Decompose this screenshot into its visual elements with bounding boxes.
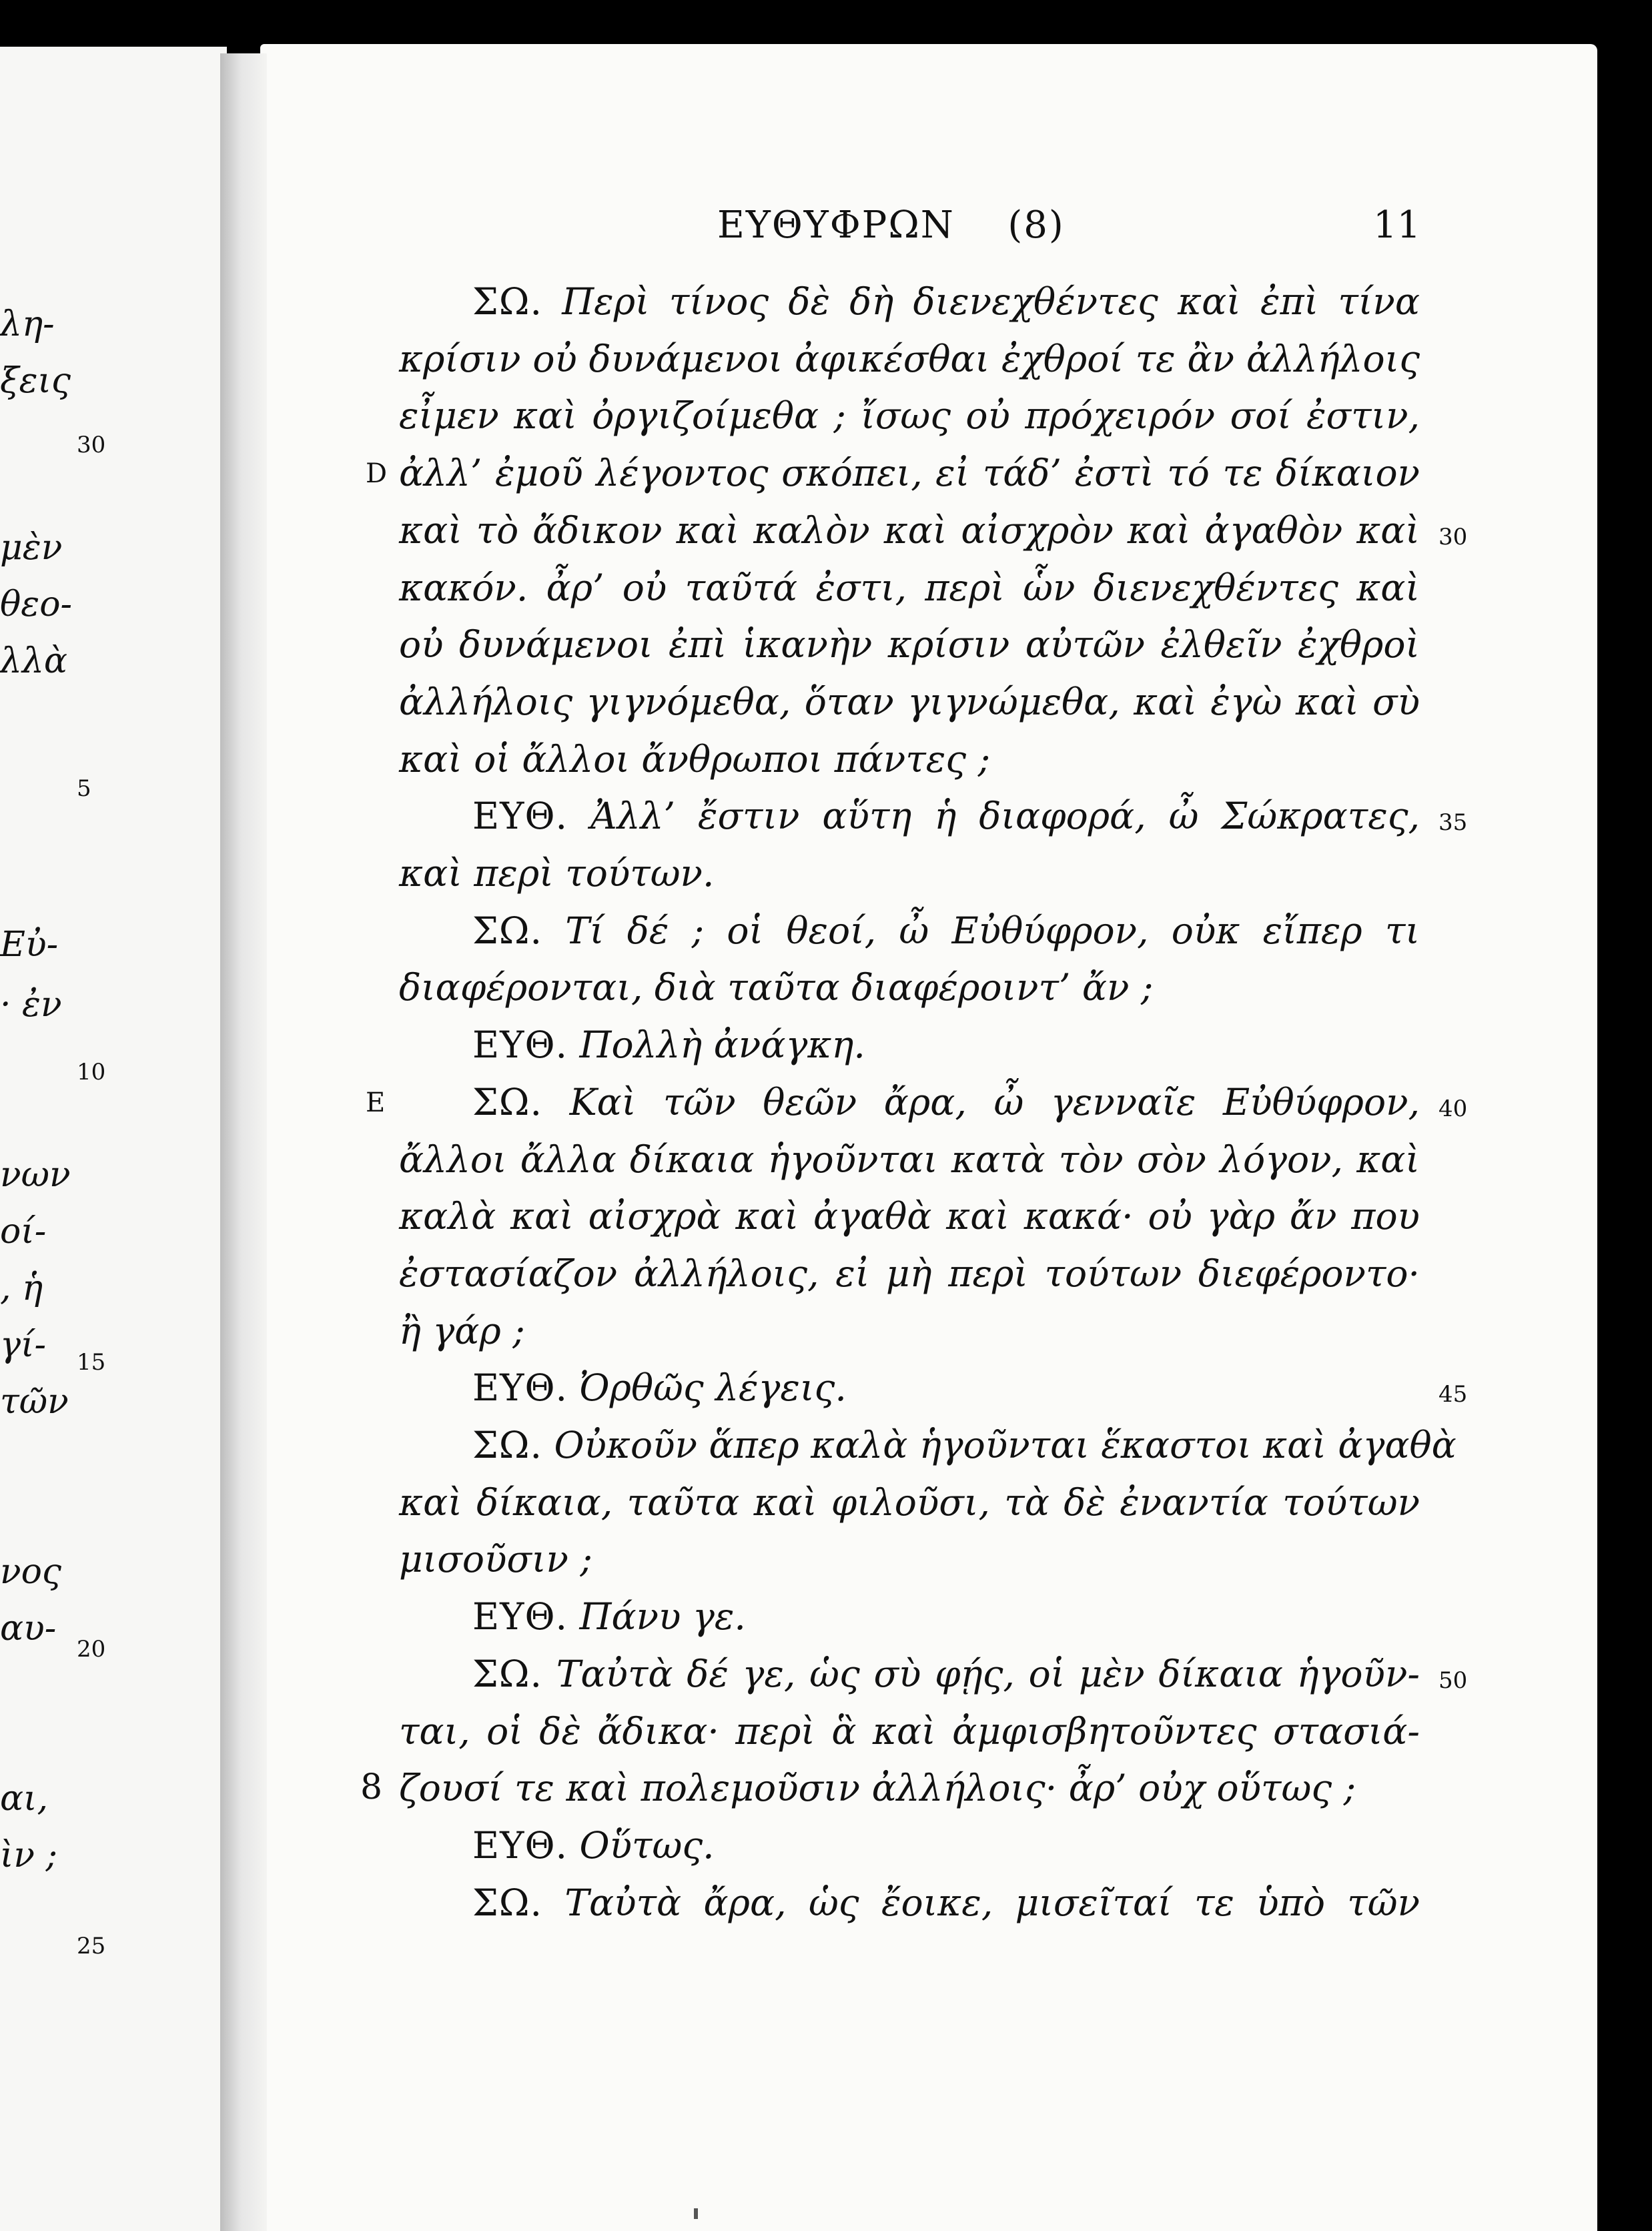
left-page-fragment: μὲν bbox=[0, 528, 63, 568]
line-text: Ὀρθῶς λέγεις. bbox=[579, 1366, 847, 1409]
speaker-label: ΕΥΘ. bbox=[472, 1824, 568, 1867]
left-page-line-number: 15 bbox=[77, 1349, 106, 1376]
speaker-label: ΣΩ. bbox=[472, 1081, 542, 1124]
line-text: διαφέρονται, διὰ ταῦτα διαφέροιντ’ ἄν ; bbox=[399, 966, 1154, 1009]
line-text: κρίσιν οὐ δυνάμενοι ἀφικέσθαι ἐχθροί τε ἂν ἀλλήλοις bbox=[399, 338, 1420, 380]
text-line bbox=[399, 909, 1420, 952]
line-number: 35 bbox=[1438, 809, 1468, 836]
line-number: 40 bbox=[1438, 1095, 1468, 1122]
text-line bbox=[399, 1824, 1420, 1867]
line-text: μισοῦσιν ; bbox=[399, 1538, 592, 1581]
speaker-label: ΕΥΘ. bbox=[472, 1366, 568, 1409]
left-page-fragment: νος bbox=[0, 1552, 62, 1592]
left-page-line-number: 5 bbox=[77, 775, 91, 802]
left-page-fragment: Εὐ- bbox=[0, 925, 59, 965]
text-line bbox=[399, 966, 1420, 1009]
text-line bbox=[399, 1366, 1420, 1409]
line-text: Περὶ τίνος δὲ δὴ διενεχθέντες καὶ ἐπὶ τίνα bbox=[562, 280, 1420, 323]
line-text: καὶ τὸ ἄδικον καὶ καλὸν καὶ αἰσχρὸν καὶ ἀγαθὸν καὶ bbox=[399, 509, 1420, 552]
page-number: 11 bbox=[1373, 203, 1421, 247]
speaker-label: ΣΩ. bbox=[472, 1881, 542, 1924]
line-text: Τί δέ ; οἱ θεοί, ὦ Εὐθύφρον, οὐκ εἴπερ τι bbox=[565, 909, 1420, 952]
line-number: 30 bbox=[1438, 524, 1468, 550]
stephanus-marker: 8 bbox=[360, 1767, 383, 1807]
line-text: Ἀλλ’ ἔστιν αὕτη ἡ διαφορά, ὦ Σώκρατες, bbox=[590, 795, 1420, 837]
line-text: Ταὐτὰ δέ γε, ὡς σὺ φῄς, οἱ μὲν δίκαια ἡγοῦν- bbox=[556, 1653, 1420, 1695]
left-page-fragment: · ἐν bbox=[0, 985, 62, 1025]
text-line bbox=[399, 1653, 1420, 1695]
left-page-line-number: 20 bbox=[77, 1636, 106, 1663]
left-page-line-number: 10 bbox=[77, 1059, 106, 1085]
speaker-label: ΣΩ. bbox=[472, 1653, 542, 1695]
text-line bbox=[399, 566, 1420, 609]
left-page-fragment: γί- bbox=[0, 1325, 47, 1365]
left-page-fragment: ξεις bbox=[0, 361, 71, 401]
line-text: εἶμεν καὶ ὀργιζοίμεθα ; ἴσως οὐ πρόχειρόν σοί ἐστιν, bbox=[399, 394, 1420, 437]
left-page-line-number: 30 bbox=[77, 432, 106, 458]
text-line bbox=[399, 852, 1420, 895]
left-page-fragment: , ἡ bbox=[0, 1268, 43, 1308]
line-text: Πάνυ γε. bbox=[579, 1595, 746, 1638]
left-page-line-number: 25 bbox=[77, 1933, 106, 1959]
speaker-label: ΣΩ. bbox=[472, 1424, 542, 1466]
text-line bbox=[399, 1424, 1457, 1466]
line-number: 45 bbox=[1438, 1381, 1468, 1408]
line-text: Καὶ τῶν θεῶν ἄρα, ὦ γενναῖε Εὐθύφρον, bbox=[569, 1081, 1420, 1124]
line-text: ζουσί τε καὶ πολεμοῦσιν ἀλλήλοις· ἆρ’ οὐχ οὕτως ; bbox=[399, 1767, 1356, 1809]
stephanus-marker: D bbox=[366, 458, 388, 489]
line-text: ἐστασίαζον ἀλλήλοις, εἰ μὴ περὶ τούτων διεφέροντο· bbox=[399, 1252, 1420, 1295]
text-line bbox=[399, 795, 1420, 837]
left-page-fragment: θεο- bbox=[0, 584, 73, 624]
text-line bbox=[399, 1195, 1420, 1238]
speaker-label: ΣΩ. bbox=[472, 280, 542, 323]
line-text: κακόν. ἆρ’ οὐ ταῦτά ἐστι, περὶ ὧν διενεχθέντες καὶ bbox=[399, 566, 1420, 609]
left-page-fragment: νων bbox=[0, 1155, 71, 1195]
left-page-fragment: αι, bbox=[0, 1779, 49, 1819]
header-section: (8) bbox=[1007, 203, 1065, 247]
left-page-fragment: λη- bbox=[0, 304, 55, 344]
text-line bbox=[399, 1252, 1420, 1295]
text-line bbox=[399, 1767, 1420, 1809]
book-gutter bbox=[220, 53, 267, 2231]
line-text: ἢ γάρ ; bbox=[399, 1310, 525, 1352]
line-text: Πολλὴ ἀνάγκη. bbox=[579, 1023, 865, 1066]
header-title: ΕΥΘΥΦΡΩΝ bbox=[717, 203, 955, 247]
line-text: Οὕτως. bbox=[579, 1824, 715, 1867]
text-line bbox=[399, 1023, 1420, 1066]
speaker-label: ΣΩ. bbox=[472, 909, 542, 952]
line-text: Οὐκοῦν ἅπερ καλὰ ἡγοῦνται ἕκαστοι καὶ ἀγαθὰ bbox=[554, 1424, 1457, 1466]
line-text: Ταὐτὰ ἄρα, ὡς ἔοικε, μισεῖταί τε ὑπὸ τῶν bbox=[564, 1881, 1420, 1924]
text-line bbox=[399, 1081, 1420, 1124]
text-line bbox=[399, 1138, 1420, 1181]
line-text: καὶ οἱ ἄλλοι ἄνθρωποι πάντες ; bbox=[399, 738, 991, 781]
text-line bbox=[399, 1481, 1420, 1524]
stephanus-marker: E bbox=[366, 1087, 386, 1118]
text-line bbox=[399, 623, 1420, 666]
left-page-fragment: τῶν bbox=[0, 1382, 69, 1422]
running-header bbox=[717, 203, 1065, 247]
text-line bbox=[399, 681, 1420, 723]
left-page-fragment: οί- bbox=[0, 1212, 47, 1252]
left-page-fragment: λλὰ bbox=[0, 641, 68, 681]
speaker-label: ΕΥΘ. bbox=[472, 795, 568, 837]
text-line bbox=[399, 1310, 1420, 1352]
line-text: καὶ περὶ τούτων. bbox=[399, 852, 715, 895]
left-page-fragment: αυ- bbox=[0, 1609, 57, 1649]
text-line bbox=[399, 338, 1420, 380]
text-line bbox=[399, 1595, 1420, 1638]
text-line bbox=[399, 1710, 1420, 1753]
text-line bbox=[399, 1881, 1420, 1924]
line-text: οὐ δυνάμενοι ἐπὶ ἱκανὴν κρίσιν αὐτῶν ἐλθεῖν ἐχθροὶ bbox=[399, 623, 1420, 666]
text-line bbox=[399, 509, 1420, 552]
text-line bbox=[399, 738, 1420, 781]
scan-mark bbox=[694, 2208, 698, 2219]
line-text: ἄλλοι ἄλλα δίκαια ἡγοῦνται κατὰ τὸν σὸν λόγον, καὶ bbox=[399, 1138, 1420, 1181]
line-text: ται, οἱ δὲ ἄδικα· περὶ ἃ καὶ ἀμφισβητοῦντες στασιά- bbox=[399, 1710, 1420, 1753]
speaker-label: ΕΥΘ. bbox=[472, 1595, 568, 1638]
left-page-fragment: ὶν ; bbox=[0, 1835, 58, 1875]
line-text: ἀλλήλοις γιγνόμεθα, ὅταν γιγνώμεθα, καὶ ἐγὼ καὶ σὺ bbox=[399, 681, 1420, 723]
line-text: καὶ δίκαια, ταῦτα καὶ φιλοῦσι, τὰ δὲ ἐναντία τούτων bbox=[399, 1481, 1420, 1524]
text-line bbox=[399, 1538, 1420, 1581]
line-number: 50 bbox=[1438, 1667, 1468, 1694]
line-text: καλὰ καὶ αἰσχρὰ καὶ ἀγαθὰ καὶ κακά· οὐ γὰρ ἄν που bbox=[399, 1195, 1420, 1238]
text-line bbox=[399, 452, 1420, 494]
speaker-label: ΕΥΘ. bbox=[472, 1023, 568, 1066]
text-line bbox=[399, 280, 1420, 323]
text-line bbox=[399, 394, 1420, 437]
line-text: ἀλλ’ ἐμοῦ λέγοντος σκόπει, εἰ τάδ’ ἐστὶ τό τε δίκαιον bbox=[399, 452, 1420, 494]
